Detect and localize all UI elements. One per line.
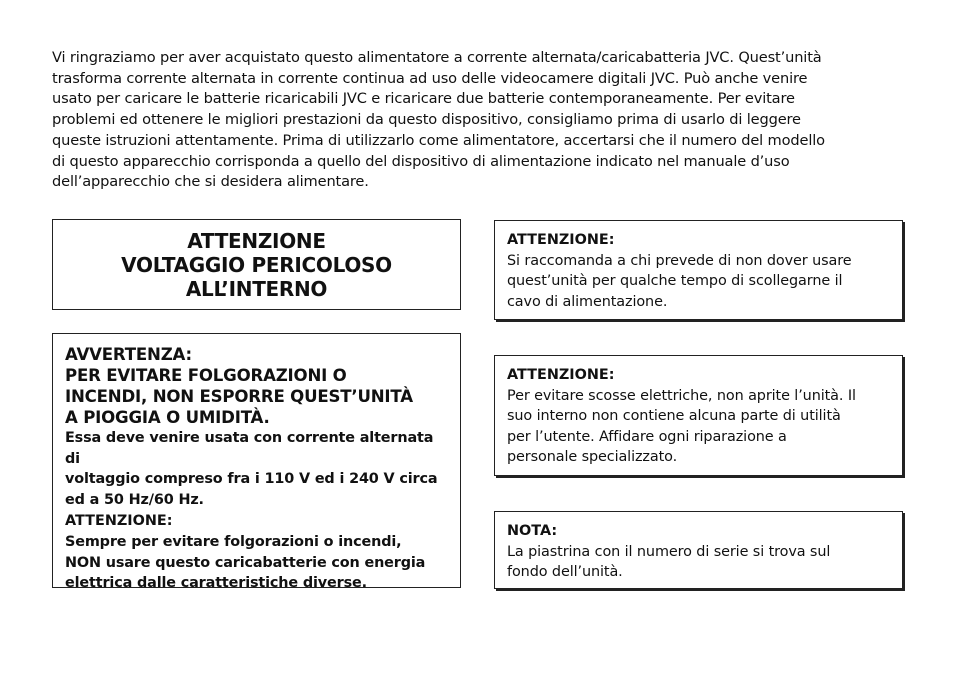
caution-text: Si raccomanda a chi prevede di non dover usare quest’unità per qualche tempo di scollegarne il cavo di alimentazione. (507, 252, 852, 310)
caution-box-unplug (494, 220, 903, 320)
warning-body-2: Sempre per evitare folgorazioni o incendi, NON usare questo caricabatterie con energia elettrica dalle caratteristiche diverse. (65, 533, 426, 592)
warning-box (52, 333, 461, 592)
caution-title: ATTENZIONE: (507, 232, 615, 248)
danger-line-voltage: VOLTAGGIO PERICOLOSO (121, 252, 392, 277)
danger-line-inside: ALL’INTERNO (185, 276, 328, 301)
warning-subtitle: ATTENZIONE: (65, 513, 173, 530)
danger-voltage-box (52, 219, 461, 310)
warning-title: AVVERTENZA: (65, 345, 192, 364)
caution-box-shock (494, 355, 903, 476)
note-title: NOTA: (507, 523, 558, 539)
caution-text: Per evitare scosse elettriche, non aprite l’unità. Il suo interno non contiene alcuna parte di utilità per l’utente. Affidare ogni riparazione a personale specializzato. (507, 387, 856, 466)
warning-body: Essa deve venire usata con corrente alternata di voltaggio compreso fra i 110 V ed i 240 V circa ed a 50 Hz/60 Hz. (65, 430, 438, 508)
danger-title: ATTENZIONE (187, 228, 326, 253)
intro-paragraph: Vi ringraziamo per aver acquistato questo alimentatore a corrente alternata/caricabatteria JVC. Quest’unità trasforma corrente alternata in corrente continua ad uso delle videocamere digitali JVC. Può anche venire usato per caricare le batterie ricaricabili JVC e ricaricare due batterie contemporaneamente. Per evitare problemi ed ottenere le migliori prestazioni da questo dispositivo, consigliamo prima di usarlo di leggere queste istruzioni attentamente. Prima di utilizzarlo come alimentatore, accertarsi che il numero del modello di questo apparecchio corrisponda a quello del dispositivo di alimentazione indicato nel manuale d’uso dell’apparecchio che si desidera alimentare. (52, 49, 825, 191)
caution-title: ATTENZIONE: (507, 367, 615, 383)
note-text: La piastrina con il numero di serie si trova sul fondo dell’unità. (507, 543, 831, 581)
note-box-serial (494, 511, 903, 589)
warning-heading: PER EVITARE FOLGORAZIONI O INCENDI, NON ESPORRE QUEST’UNITÀ A PIOGGIA O UMIDITÀ. (65, 366, 413, 427)
